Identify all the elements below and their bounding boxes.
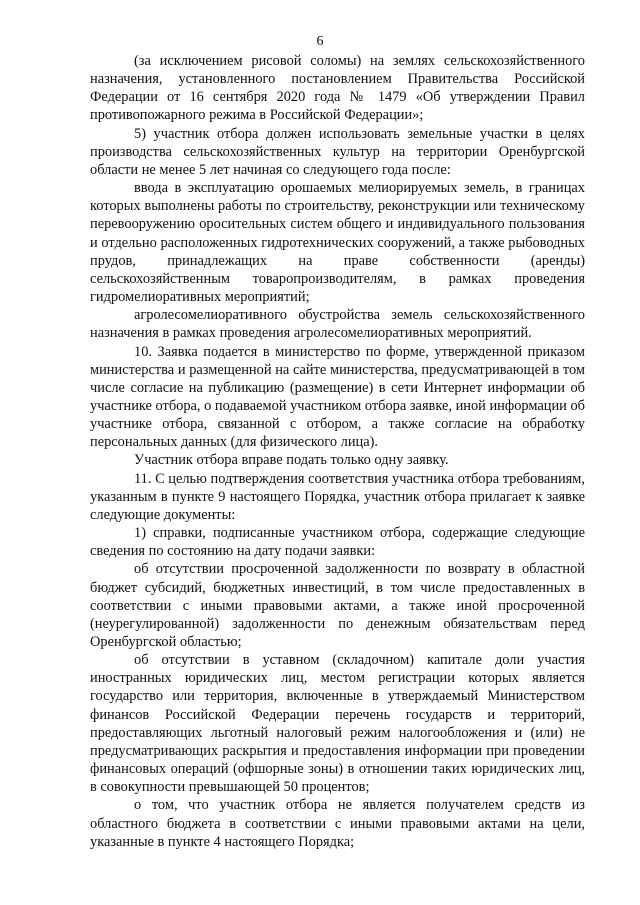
paragraph-irrigated-land-commissioning: ввода в эксплуатацию орошаемых мелиорируемых земель, в границах которых выполнены работы по строительству, реконструкции или техническому перевооружению оросительных систем общего и индивидуального пользования и отдельно расположенных гидротехнических сооружений, а также рыбоводных прудов, принадлежащих на праве собственности (аренды) сельскохозяйственным товаропроизводителям, в рамках проведения гидромелиоративных мероприятий;	[90, 180, 585, 306]
paragraph-no-overdue-debt: об отсутствии просроченной задолженности по возврату в областной бюджет субсидий, бюджетных инвестиций, в том числе предоставленных в соответствии с иными правовыми актами, а также иной просроченной (неурегулированной) задолженности по денежным обязательствам перед Оренбургской областью;	[90, 561, 585, 650]
paragraph-agroforestry: агролесомелиоративного обустройства земель сельскохозяйственного назначения в рамках проведения агролесомелиоративных мероприятий.	[90, 307, 585, 342]
page-number: 6	[316, 34, 324, 49]
paragraph-not-recipient-of-funds: о том, что участник отбора не является получателем средств из областного бюджета в соответствии с иными правовыми актами на цели, указанные в пункте 4 настоящего Порядка;	[90, 797, 585, 850]
paragraph-land-use-requirement: 5) участник отбора должен использовать земельные участки в целях производства сельскохозяйственных культур на территории Оренбургской области не менее 5 лет начиная со следующего года после:	[90, 125, 585, 178]
paragraph-single-application: Участник отбора вправе подать только одну заявку.	[134, 452, 449, 469]
paragraph-item-11-documents: 11. С целью подтверждения соответствия участника отбора требованиям, указанным в пункте 9 настоящего Порядка, участник отбора прилагает к заявке следующие документы:	[90, 470, 585, 523]
document-body	[90, 52, 585, 851]
paragraph-item-10-application: 10. Заявка подается в министерство по форме, утвержденной приказом министерства и размещенной на сайте министерства, предусматривающей в том числе согласие на публикацию (размещение) в сети Интернет информации об участнике отбора, о подаваемой участником отбора заявке, иной информации об участнике отбора, связанной с отбором, а также согласие на обработку персональных данных (для физического лица).	[90, 343, 585, 451]
paragraph-no-foreign-offshore-share: об отсутствии в уставном (складочном) капитале доли участия иностранных юридических лиц, местом регистрации которых является государство или территория, включенные в утверждаемый Министерством финансов Российской Федерации перечень государств и территорий, предоставляющих льготный налоговый режим налогообложения и (или) не предусматривающих раскрытия и предоставления информации при проведении финансовых операций (офшорные зоны) в отношении таких юридических лиц, в совокупности превышающей 50 процентов;	[90, 652, 585, 796]
paragraph-certificates: 1) справки, подписанные участником отбора, содержащие следующие сведения по состоянию на дату подачи заявки:	[90, 525, 585, 560]
paragraph-fire-safety-continuation: (за исключением рисовой соломы) на землях сельскохозяйственного назначения, установленного постановлением Правительства Российской Федерации от 16 сентября 2020 года № 1479 «Об утверждении Правил противопожарного режима в Российской Федерации»;	[90, 53, 585, 124]
